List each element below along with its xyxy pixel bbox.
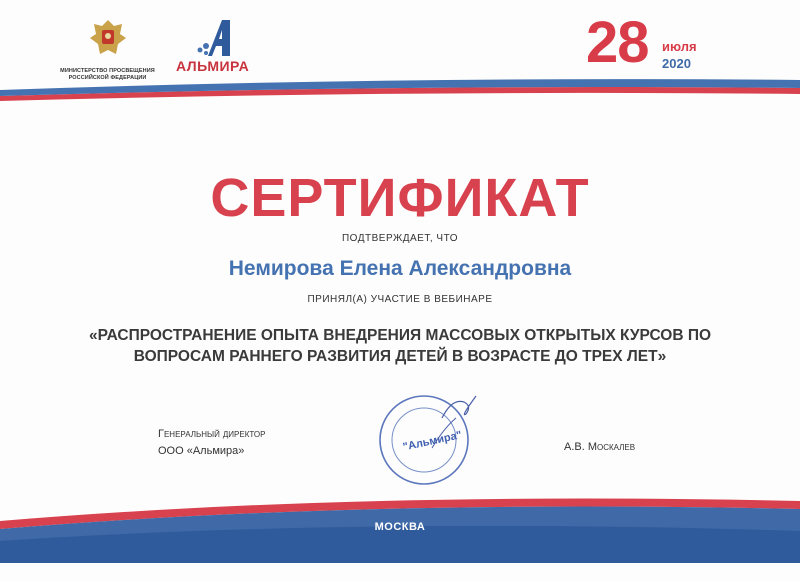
ministry-line1: МИНИСТЕРСТВО ПРОСВЕЩЕНИЯ: [60, 68, 155, 74]
recipient-name: Немирова Елена Александровна: [228, 257, 572, 280]
date-day: 28: [586, 10, 649, 75]
participated-text: ПРИНЯЛ(А) УЧАСТИЕ В ВЕБИНАРЕ: [307, 294, 493, 305]
date-month: июля: [662, 39, 697, 54]
brand-label: АЛЬМИРА: [176, 58, 250, 74]
city-label: МОСКВА: [374, 521, 426, 533]
director-name: А.В. Москалев: [564, 441, 636, 453]
ministry-emblem-icon: [88, 16, 128, 60]
webinar-title-line1: «РАСПРОСТРАНЕНИЕ ОПЫТА ВНЕДРЕНИЯ МАССОВЫХ ОТКРЫТЫХ КУРСОВ ПО: [88, 327, 712, 344]
ministry-line2: РОССИЙСКОЙ ФЕДЕРАЦИИ: [68, 75, 147, 81]
ministry-label: [60, 68, 155, 82]
almira-logo-icon: [186, 18, 246, 58]
director-position: Генеральный директор: [158, 428, 266, 440]
stamp-center-text: "Альмира": [401, 429, 463, 454]
confirms-text: ПОДТВЕРЖДАЕТ, ЧТО: [341, 233, 459, 244]
date-year: 2020: [662, 56, 691, 71]
director-organization: ООО «Альмира»: [158, 445, 245, 457]
webinar-title: [60, 325, 740, 367]
webinar-title-line2: ВОПРОСАМ РАННЕГО РАЗВИТИЯ ДЕТЕЙ В ВОЗРАСТЕ ДО ТРЕХ ЛЕТ»: [133, 348, 667, 365]
certificate-title: СЕРТИФИКАТ: [210, 168, 590, 228]
